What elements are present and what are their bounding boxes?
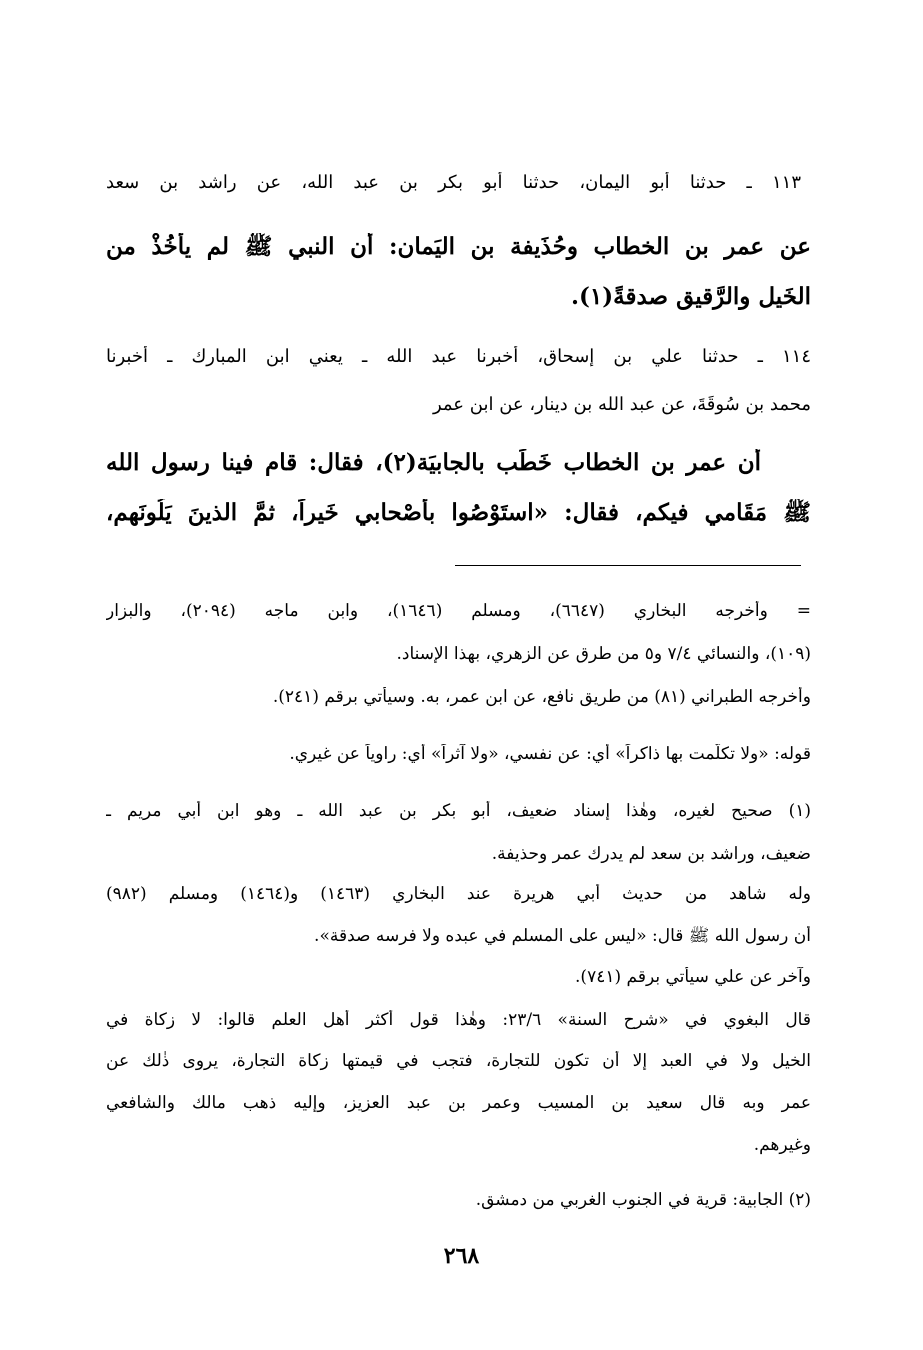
footnote-line-4: قوله: «ولا تكلَّمت بها ذاكراً» أي: عن نفسي، «ولا آثراً» أي: راوياً عن غيري.	[289, 744, 811, 764]
footnote-line-6: ضعيف، وراشد بن سعد لم يدرك عمر وحذيفة.	[491, 844, 811, 864]
footnote-line-1: = وأخرجه البخاري (٦٦٤٧)، ومسلم (١٦٤٦)، وابن ماجه (٢٠٩٤)، والبزار	[106, 601, 811, 621]
hadith-114-isnad-line-2: محمد بن سُوقَةَ، عن عبد الله بن دينار، عن ابن عمر	[432, 394, 811, 415]
hadith-114-isnad-line-1: ١١٤ ـ حدثنا علي بن إسحاق، أخبرنا عبد الله ـ يعني ابن المبارك ـ أخبرنا	[106, 346, 811, 367]
hadith-114-matn-line-1: أن عمر بن الخطاب خَطَب بالجابيَة(٢)، فقال: قام فينا رسول الله	[106, 449, 761, 476]
footnote-line-8: أن رسول الله ﷺ قال: «ليس على المسلم في عبده ولا فرسه صدقة».	[314, 926, 811, 946]
footnote-line-14: (٢) الجابية: قرية في الجنوب الغربي من دمشق.	[475, 1190, 811, 1210]
footnote-line-2: (١٠٩)، والنسائي ٧/٤ و٥ من طرق عن الزهري، بهذا الإسناد.	[396, 644, 811, 664]
hadith-113-isnad-line-1: ١١٣ ـ حدثنا أبو اليمان، حدثنا أبو بكر بن عبد الله، عن راشد بن سعد	[106, 172, 801, 193]
footnote-line-12: عمر وبه قال سعيد بن المسيب وعمر بن عبد العزيز، وإليه ذهب مالك والشافعي	[106, 1093, 811, 1113]
footnote-divider	[455, 565, 801, 566]
footnote-line-5: (١) صحيح لغيره، وهٰذا إسناد ضعيف، أبو بكر بن عبد الله ـ وهو ابن أبي مريم ـ	[106, 801, 811, 821]
hadith-113-matn-line-1: عن عمر بن الخطاب وحُذَيفة بن اليَمان: أن النبي ﷺ لم يأخُذْ من	[106, 233, 811, 260]
footnote-line-9: وآخر عن علي سيأتي برقم (٧٤١).	[575, 967, 811, 987]
footnote-line-7: وله شاهد من حديث أبي هريرة عند البخاري (١٤٦٣) و(١٤٦٤) ومسلم (٩٨٢)	[106, 884, 811, 904]
hadith-114-matn-line-2: ﷺ مَقَامي فيكم، فقال: «استَوْصُوا بأَصْحابي خَيراً، ثمَّ الذينَ يَلُونَهم،	[106, 499, 811, 526]
hadith-113-matn-line-2: الخَيل والرَّقيق صدقةً(١).	[571, 283, 811, 310]
footnote-line-11: الخيل ولا في العبد إلا أن تكون للتجارة، فتجب في قيمتها زكاة التجارة، يروى ذٰلك عن	[106, 1051, 811, 1071]
page-number: ٢٦٨	[443, 1243, 480, 1269]
footnote-line-13: وغيرهم.	[753, 1135, 811, 1155]
footnote-line-3: وأخرجه الطبراني (٨١) من طريق نافع، عن ابن عمر، به. وسيأتي برقم (٢٤١).	[272, 687, 811, 707]
footnote-line-10: قال البغوي في «شرح السنة» ٢٣/٦: وهٰذا قول أكثر أهل العلم قالوا: لا زكاة في	[106, 1010, 811, 1030]
